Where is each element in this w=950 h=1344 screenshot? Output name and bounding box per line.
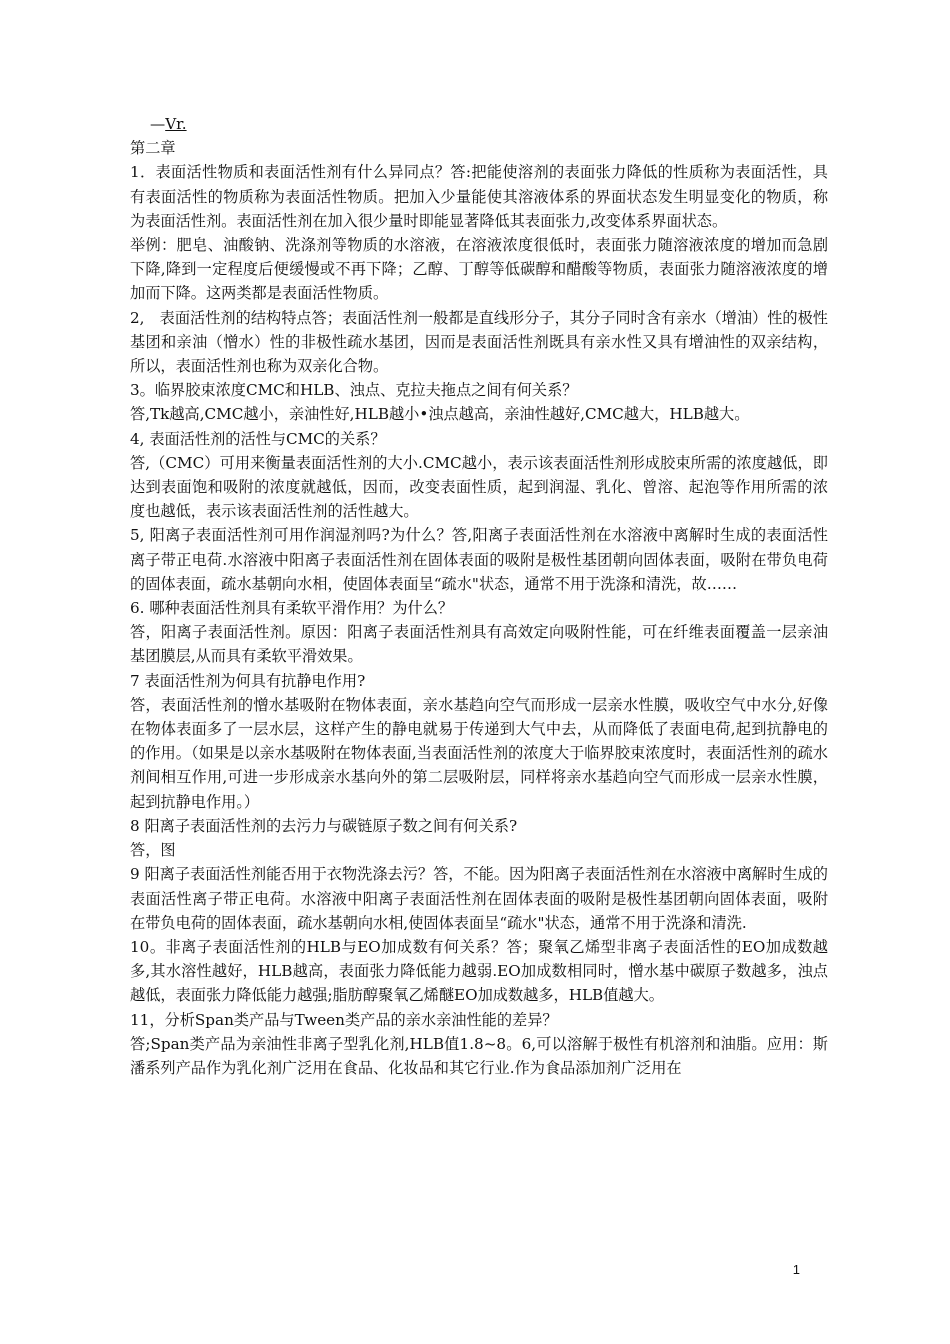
paragraph-10: 答，阳离子表面活性剂。原因：阳离子表面活性剂具有高效定向吸附性能，可在纤维表面覆盖一层亲油基团膜层,从而具有柔软平滑效果。: [130, 623, 828, 666]
paragraph-13: 8 阳离子表面活性剂的去污力与碳链原子数之间有何关系?: [130, 816, 518, 835]
paragraph-6: 4, 表面活性剂的活性与CMC的关系？: [130, 429, 386, 448]
paragraph-14: 答，图: [130, 841, 176, 860]
paragraph-2: 举例：肥皂、油酸钠、洗涤剂等物质的水溶液，在溶液浓度很低时，表面张力随溶液浓度的增加而急剧下降,降到一定程度后便缓慢或不再下降；乙醇、丁醇等低碳醇和醋酸等物质，表面张力随溶液浓度的增加而下降。这两类都是表面活性物质。: [130, 236, 828, 303]
paragraph-11: 7 表面活性剂为何具有抗静电作用?: [130, 671, 366, 690]
paragraph-12: 答，表面活性剂的憎水基吸附在物体表面，亲水基趋向空气而形成一层亲水性膜，吸收空气中水分,好像在物体表面多了一层水层，这样产生的静电就易于传递到大气中去，从而降低了表面电荷,起到抗静电的的作用。（如果是以亲水基吸附在物体表面,当表面活性剂的浓度大于临界胶束浓度时，表面活性剂的疏水剂间相互作用,可进一步形成亲水基向外的第二层吸附层，同样将亲水基趋向空气而形成一层亲水性膜，起到抗静电作用。）: [130, 695, 828, 811]
header-dash: —: [150, 115, 166, 133]
chapter-title: 第二章: [130, 139, 176, 158]
paragraph-18: 答;Span类产品为亲油性非离子型乳化剂,HLB值1.8~8。6,可以溶解于极性有机溶剂和油脂。应用：斯潘系列产品作为乳化剂广泛用在食品、化妆品和其它行业.作为食品添加剂广泛用在: [130, 1034, 828, 1077]
paragraph-8: 5, 阳离子表面活性剂可用作润湿剂吗?为什么？答,阳离子表面活性剂在水溶液中离解时生成的表面活性离子带正电荷.水溶液中阳离子表面活性剂在固体表面的吸附是极性基团朝向固体表面，吸附在带负电荷的固体表面，疏水基朝向水相，使固体表面呈“疏水"状态，通常不用于洗涤和清洗，故……: [130, 526, 828, 593]
paragraph-7: 答,（CMC）可用来衡量表面活性剂的大小.CMC越小，表示该表面活性剂形成胶束所需的浓度越低，即达到表面饱和吸附的浓度就越低，因而，改变表面性质，起到润湿、乳化、曾溶、起泡等作用所需的浓度也越低，表示该表面活性剂的活性越大。: [130, 453, 828, 521]
paragraph-5: 答,Tk越高,CMC越小，亲油性好,HLB越小•浊点越高，亲油性越好,CMC越大，HLB越大。: [130, 405, 750, 424]
header-mark: [130, 112, 828, 136]
paragraph-15: 9 阳离子表面活性剂能否用于衣物洗涤去污？答，不能。因为阳离子表面活性剂在水溶液中离解时生成的表面活性离子带正电荷。水溶液中阳离子表面活性剂在固体表面的吸附是极性基团朝向固体表面，吸附在带负电荷的固体表面，疏水基朝向水相,使固体表面呈“疏水"状态，通常不用于洗涤和清洗.: [130, 865, 828, 932]
paragraph-16: 10。非离子表面活性剂的HLB与EO加成数有何关系？答；聚氧乙烯型非离子表面活性的EO加成数越多,其水溶性越好，HLB越高，表面张力降低能力越弱.EO加成数相同时，憎水基中碳原子数越多，浊点越低，表面张力降低能力越强;脂肪醇聚氧乙烯醚EO加成数越多，HLB值越大。: [130, 937, 828, 1005]
paragraph-4: 3。临界胶束浓度CMC和HLB、浊点、克拉夫拖点之间有何关系？: [130, 381, 578, 400]
header-mark-text: Vr.: [165, 115, 187, 133]
document-body: [130, 112, 828, 1080]
paragraph-3: 2, 表面活性剂的结构特点答；表面活性剂一般都是直线形分子，其分子同时含有亲水（增油）性的极性基团和亲油（憎水）性的非极性疏水基团，因而是表面活性剂既具有亲水性又具有增油性的双亲结构，所以，表面活性剂也称为双亲化合物。: [130, 308, 828, 376]
paragraph-17: 11，分析Span类产品与Tween类产品的亲水亲油性能的差异？: [130, 1010, 558, 1029]
page-number: 1: [792, 1262, 800, 1277]
paragraph-1: 1．表面活性物质和表面活性剂有什么异同点？答:把能使溶剂的表面张力降低的性质称为表面活性，具有表面活性的物质称为表面活性物质。把加入少量能使其溶液体系的界面状态发生明显变化的物质，称为表面活性剂。表面活性剂在加入很少量时即能显著降低其表面张力,改变体系界面状态。: [130, 163, 828, 230]
paragraph-9: 6. 哪种表面活性剂具有柔软平滑作用？为什么？: [130, 599, 454, 618]
